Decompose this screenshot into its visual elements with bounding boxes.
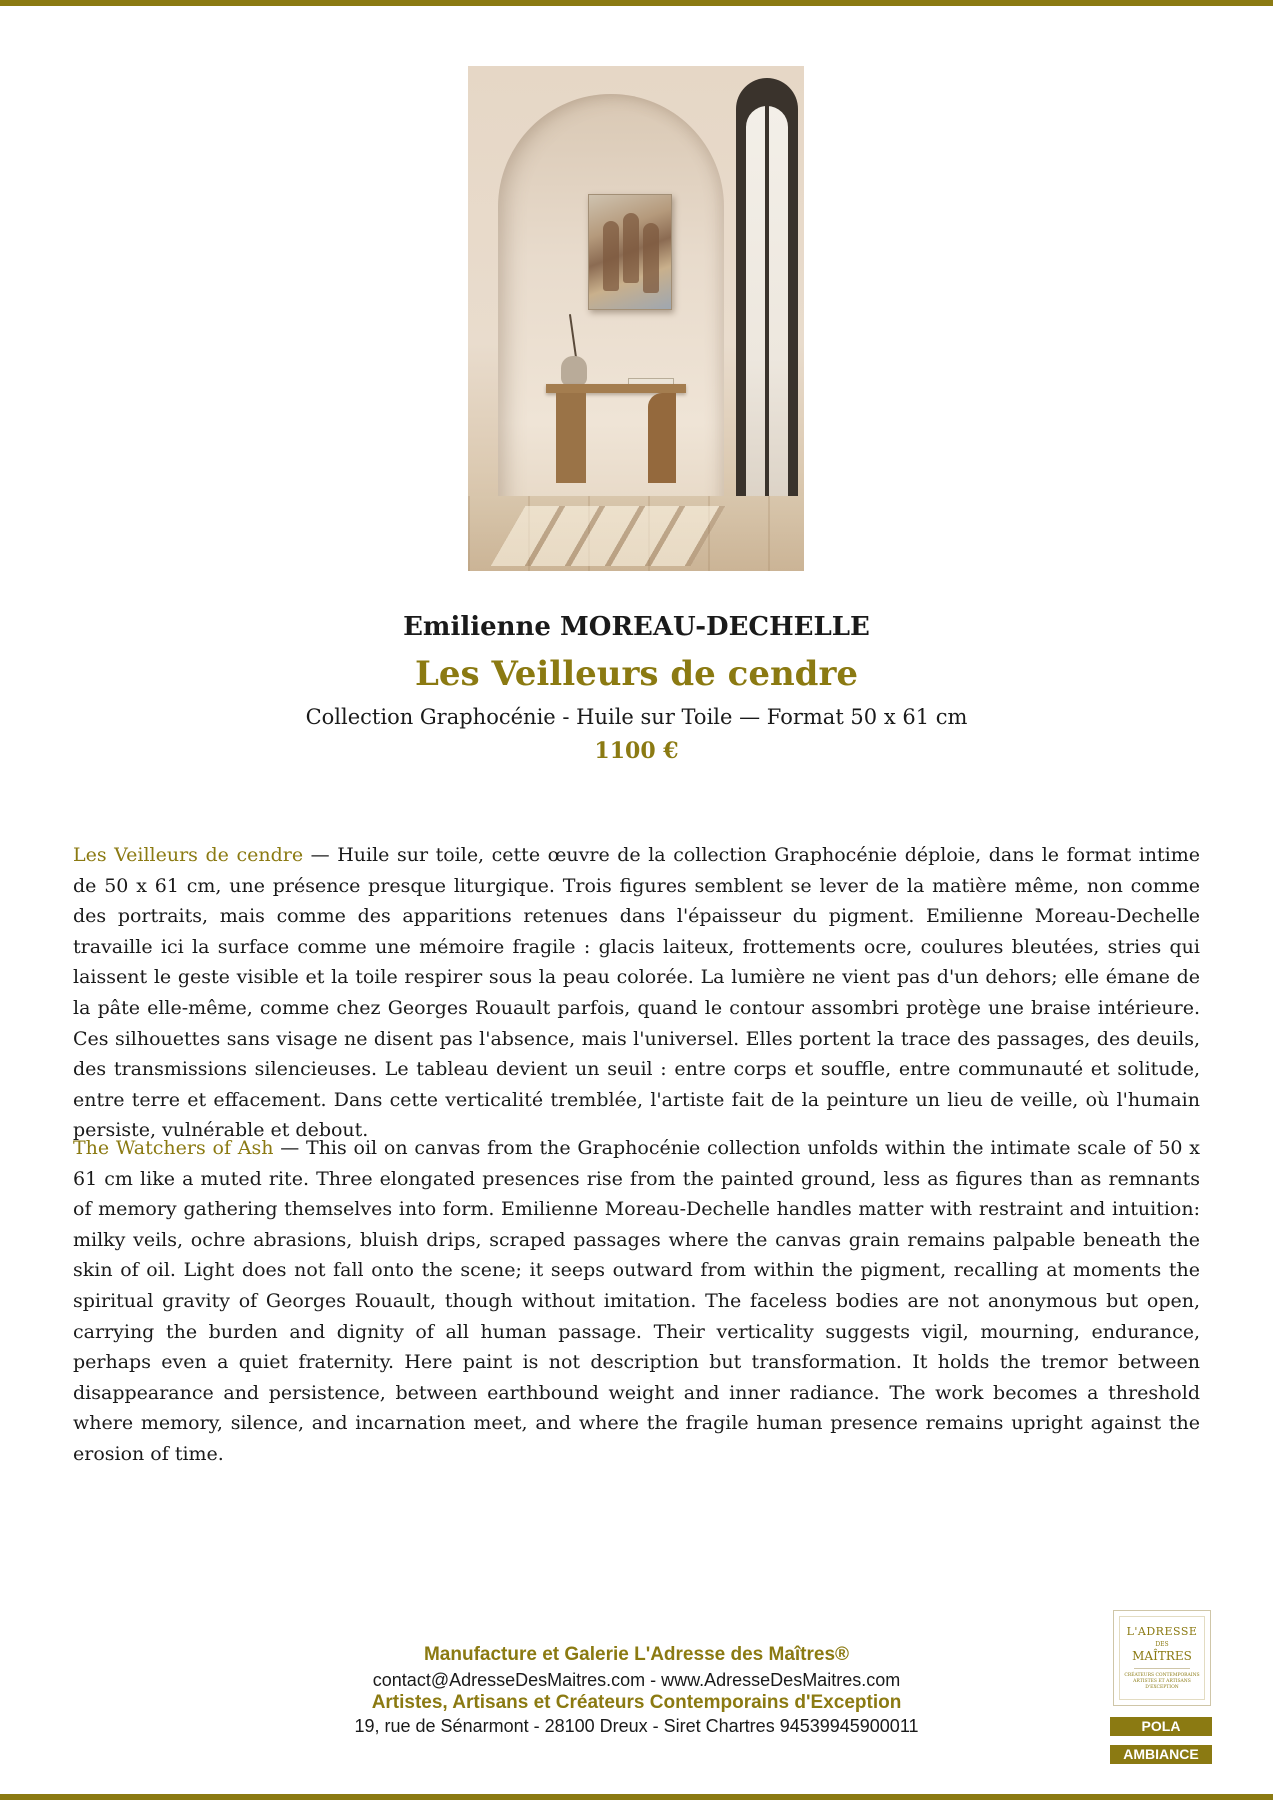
footer-contact: contact@AdresseDesMaitres.com - www.AdresseDesMaitres.com <box>372 1670 901 1690</box>
vase <box>561 356 587 386</box>
artwork-photo <box>468 66 804 571</box>
logo-frame <box>1119 1616 1205 1700</box>
description-english-text: — This oil on canvas from the Graphocénie collection unfolds within the intimate scale of 50 x 61 cm like a muted rite. Three elongated presences rise from the painted ground, less as figures than as remnants of memory gathering themselves into form. Emilienne Moreau-Dechelle handles matter with restraint and intuition: milky veils, ochre abrasions, bluish drips, scraped passages where the canvas grain remains palpable beneath the skin of oil. Light does not fall onto the scene; it seeps outward from within the pigment, recalling at moments the spiritual gravity of Georges Rouault, though without imitation. The faceless bodies are not anonymous but open, carrying the burden and dignity of all human passage. Their verticality suggests vigil, mourning, endurance, perhaps even a quiet fraternity. Here paint is not description but transformation. It holds the tremor between disappearance and persistence, between earthbound weight and inner radiance. The work becomes a threshold where memory, silence, and incarnation meet, and where the fragile human presence remains upright against the erosion of time. <box>73 1137 1200 1465</box>
gallery-logo <box>1113 1610 1211 1706</box>
painting-figure <box>603 221 619 291</box>
arch-niche <box>498 94 724 564</box>
artwork-details: Collection Graphocénie - Huile sur Toile — Format 50 x 61 cm <box>305 705 968 729</box>
description-english <box>73 1133 1200 1470</box>
footer-address: 19, rue de Sénarmont - 28100 Dreux - Siret Chartres 94539945900011 <box>354 1716 919 1736</box>
footer-tagline: Artistes, Artisans et Créateurs Contemporains d'Exception <box>371 1692 902 1713</box>
painting-figure <box>643 223 659 293</box>
description-french <box>73 840 1200 1146</box>
logo-text-line4: CRÉATEURS CONTEMPORAINS ARTISTES ET ARTISANS D'EXCEPTION <box>1124 1673 1200 1690</box>
window-light-shadow <box>491 506 726 566</box>
hung-painting <box>588 194 672 310</box>
console-table-leg <box>648 393 676 483</box>
description-french-text: — Huile sur toile, cette œuvre de la collection Graphocénie déploie, dans le format intime de 50 x 61 cm, une présence presque liturgique. Trois figures semblent se lever de la matière même, non comme des portraits, mais comme des apparitions retenues dans l'épaisseur du pigment. Emilienne Moreau-Dechelle travaille ici la surface comme une mémoire fragile : glacis laiteux, frottements ocre, coulures bleutées, stries qui laissent le geste visible et la toile respirer sous la peau colorée. La lumière ne vient pas d'un dehors; elle émane de la pâte elle-même, comme chez Georges Rouault parfois, quand le contour assombri protège une braise intérieure. Ces silhouettes sans visage ne disent pas l'absence, mais l'universel. Elles portent la trace des passages, des deuils, des transmissions silencieuses. Le tableau devient un seuil : entre corps et souffle, entre communauté et solitude, entre terre et effacement. Dans cette verticalité tremblée, l'artiste fait de la peinture un lieu de veille, où l'humain persiste, vulnérable et debout. <box>73 844 1200 1142</box>
logo-divider <box>1134 1668 1190 1669</box>
window-mullion <box>765 106 769 526</box>
ambiance-badge: AMBIANCE <box>1110 1745 1212 1764</box>
pola-badge: POLA <box>1110 1717 1212 1736</box>
artwork-price: 1100 € <box>594 738 679 764</box>
bottom-border <box>0 1794 1273 1800</box>
logo-text-line1: L'ADRESSE <box>1126 1625 1198 1638</box>
artwork-title: Les Veilleurs de cendre <box>414 654 858 694</box>
logo-text-line3: MAÎTRES <box>1132 1649 1192 1663</box>
painting-figure <box>623 213 639 283</box>
top-border <box>0 0 1273 6</box>
logo-text-line2: DES <box>1155 1641 1169 1648</box>
description-english-lead: The Watchers of Ash <box>73 1137 274 1159</box>
artist-name: Emilienne MOREAU-DECHELLE <box>403 612 870 642</box>
console-table-top <box>546 384 686 393</box>
description-french-lead: Les Veilleurs de cendre <box>73 844 304 866</box>
footer-gallery-name: Manufacture et Galerie L'Adresse des Maîtres® <box>423 1644 850 1665</box>
console-table-leg <box>556 393 586 483</box>
arched-window <box>736 78 798 533</box>
